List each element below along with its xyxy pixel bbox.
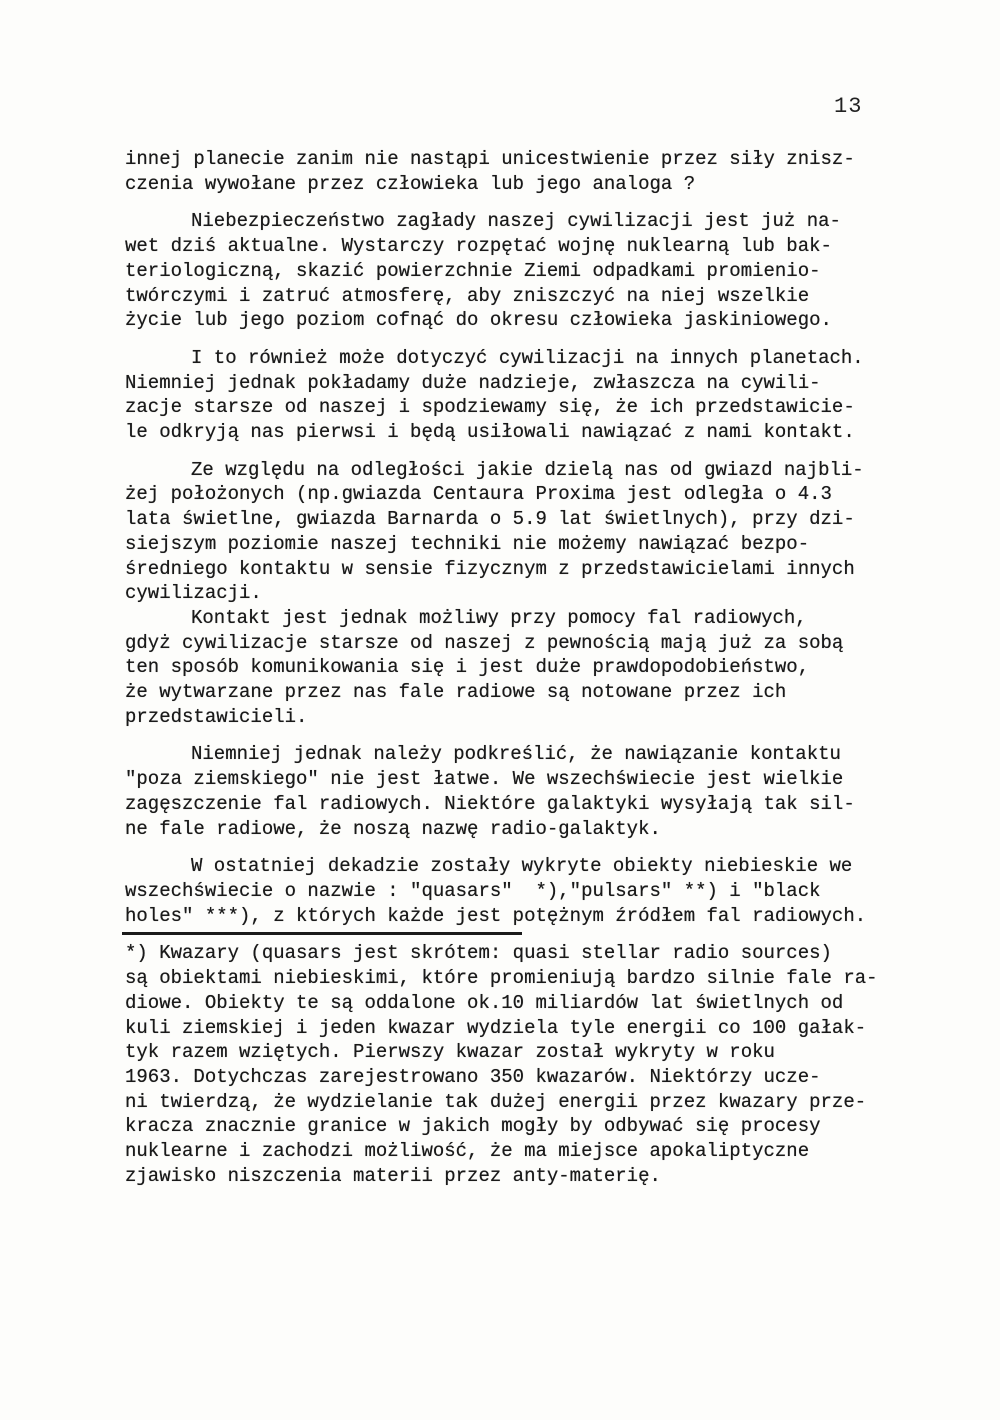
text-line: średniego kontaktu w sensie fizycznym z przedstawicielami innych xyxy=(125,557,855,580)
text-line: twórczymi i zatruć atmosferę, aby zniszczyć na niej wszelkie xyxy=(125,284,810,307)
text-line: cywilizacji. xyxy=(125,582,262,605)
text-line: zagęszczenie fal radiowych. Niektóre galaktyki wysyłają tak sil- xyxy=(125,792,855,815)
text-line: że wytwarzane przez nas fale radiowe są notowane przez ich xyxy=(125,681,787,704)
footnote-line: są obiektami niebieskimi, które promieniują bardzo silnie fale ra- xyxy=(125,967,878,990)
footnote-separator xyxy=(122,932,522,935)
text-line: Niemniej jednak pokładamy duże nadzieje, zwłaszcza na cywili- xyxy=(125,371,821,394)
paragraph-star-distances xyxy=(125,458,915,606)
paragraph-continuation xyxy=(125,147,915,196)
text-line: wet dziś aktualne. Wystarczy rozpętać wojnę nuklearną lub bak- xyxy=(125,235,832,258)
text-line: wszechświecie o nazwie : "quasars" *),"pulsars" **) i "black xyxy=(125,879,821,902)
footnote-line: kuli ziemskiej i jeden kwazar wydziela tyle energii co 100 gałak- xyxy=(125,1016,867,1039)
footnote-quasars xyxy=(125,941,915,1188)
text-line: czenia wywołane przez człowieka lub jego analoga ? xyxy=(125,172,696,195)
text-line: Kontakt jest jednak możliwy przy pomocy fal radiowych, xyxy=(191,606,807,629)
footnote-line: zjawisko niszczenia materii przez anty-materię. xyxy=(125,1164,661,1187)
text-line: ne fale radiowe, że noszą nazwę radio-galaktyk. xyxy=(125,817,661,840)
footnote-line: kracza znacznie granice w jakich mogły by odbywać się procesy xyxy=(125,1115,821,1138)
text-line: "poza ziemskiego" nie jest łatwe. We wszechświecie jest wielkie xyxy=(125,768,844,791)
footnote-line: ni twierdzą, że wydzielanie tak dużej energii przez kwazary prze- xyxy=(125,1090,867,1113)
text-line: I to również może dotyczyć cywilizacji na innych planetach. xyxy=(191,346,864,369)
text-line: ten sposób komunikowania się i jest duże prawdopodobieństwo, xyxy=(125,656,810,679)
text-line: przedstawicieli. xyxy=(125,705,308,728)
document-body xyxy=(125,147,915,1188)
footnote-line: tyk razem wziętych. Pierwszy kwazar został wykryty w roku xyxy=(125,1041,775,1064)
text-line: innej planecie zanim nie nastąpi unicestwienie przez siły znisz- xyxy=(125,148,855,170)
footnote-line: *) Kwazary (quasars jest skrótem: quasi stellar radio sources) xyxy=(125,942,832,965)
paragraph-radio-galaxies xyxy=(125,742,915,841)
text-line: zacje starsze od naszej i spodziewamy się, że ich przedstawicie- xyxy=(125,396,855,419)
text-line: Ze względu na odległości jakie dzielą nas od gwiazd najbli- xyxy=(191,458,864,481)
footnote-line: 1963. Dotychczas zarejestrowano 350 kwazarów. Niektórzy ucze- xyxy=(125,1065,821,1088)
text-line: Niemniej jednak należy podkreślić, że nawiązanie kontaktu xyxy=(191,743,841,766)
footnote-line: diowe. Obiekty te są oddalone ok.10 miliardów lat świetlnych od xyxy=(125,991,844,1014)
page-number: 13 xyxy=(834,94,863,119)
text-line: teriologiczną, skazić powierzchnie Ziemi odpadkami promienio- xyxy=(125,259,821,282)
text-line: żej położonych (np.gwiazda Centaura Proxima jest odległa o 4.3 xyxy=(125,483,832,506)
text-line: Niebezpieczeństwo zagłady naszej cywilizacji jest już na- xyxy=(191,210,841,233)
paragraph-danger-of-annihilation xyxy=(125,209,915,333)
text-line: gdyż cywilizacje starsze od naszej z pewnością mają już za sobą xyxy=(125,631,844,654)
text-line: holes" ***), z których każde jest potężnym źródłem fal radiowych. xyxy=(125,904,867,927)
paragraph-other-civilizations xyxy=(125,346,915,445)
text-line: siejszym poziomie naszej techniki nie możemy nawiązać bezpo- xyxy=(125,532,810,555)
paragraph-quasars-pulsars xyxy=(125,854,915,928)
text-line: życie lub jego poziom cofnąć do okresu człowieka jaskiniowego. xyxy=(125,309,832,332)
text-line: lata świetlne, gwiazda Barnarda o 5.9 lat świetlnych), przy dzi- xyxy=(125,508,855,531)
text-line: le odkryją nas pierwsi i będą usiłowali nawiązać z nami kontakt. xyxy=(125,421,855,444)
footnote-line: nuklearne i zachodzi możliwość, że ma miejsce apokaliptyczne xyxy=(125,1140,810,1163)
text-line: W ostatniej dekadzie zostały wykryte obiekty niebieskie we xyxy=(191,855,853,878)
paragraph-radio-contact xyxy=(125,606,915,730)
